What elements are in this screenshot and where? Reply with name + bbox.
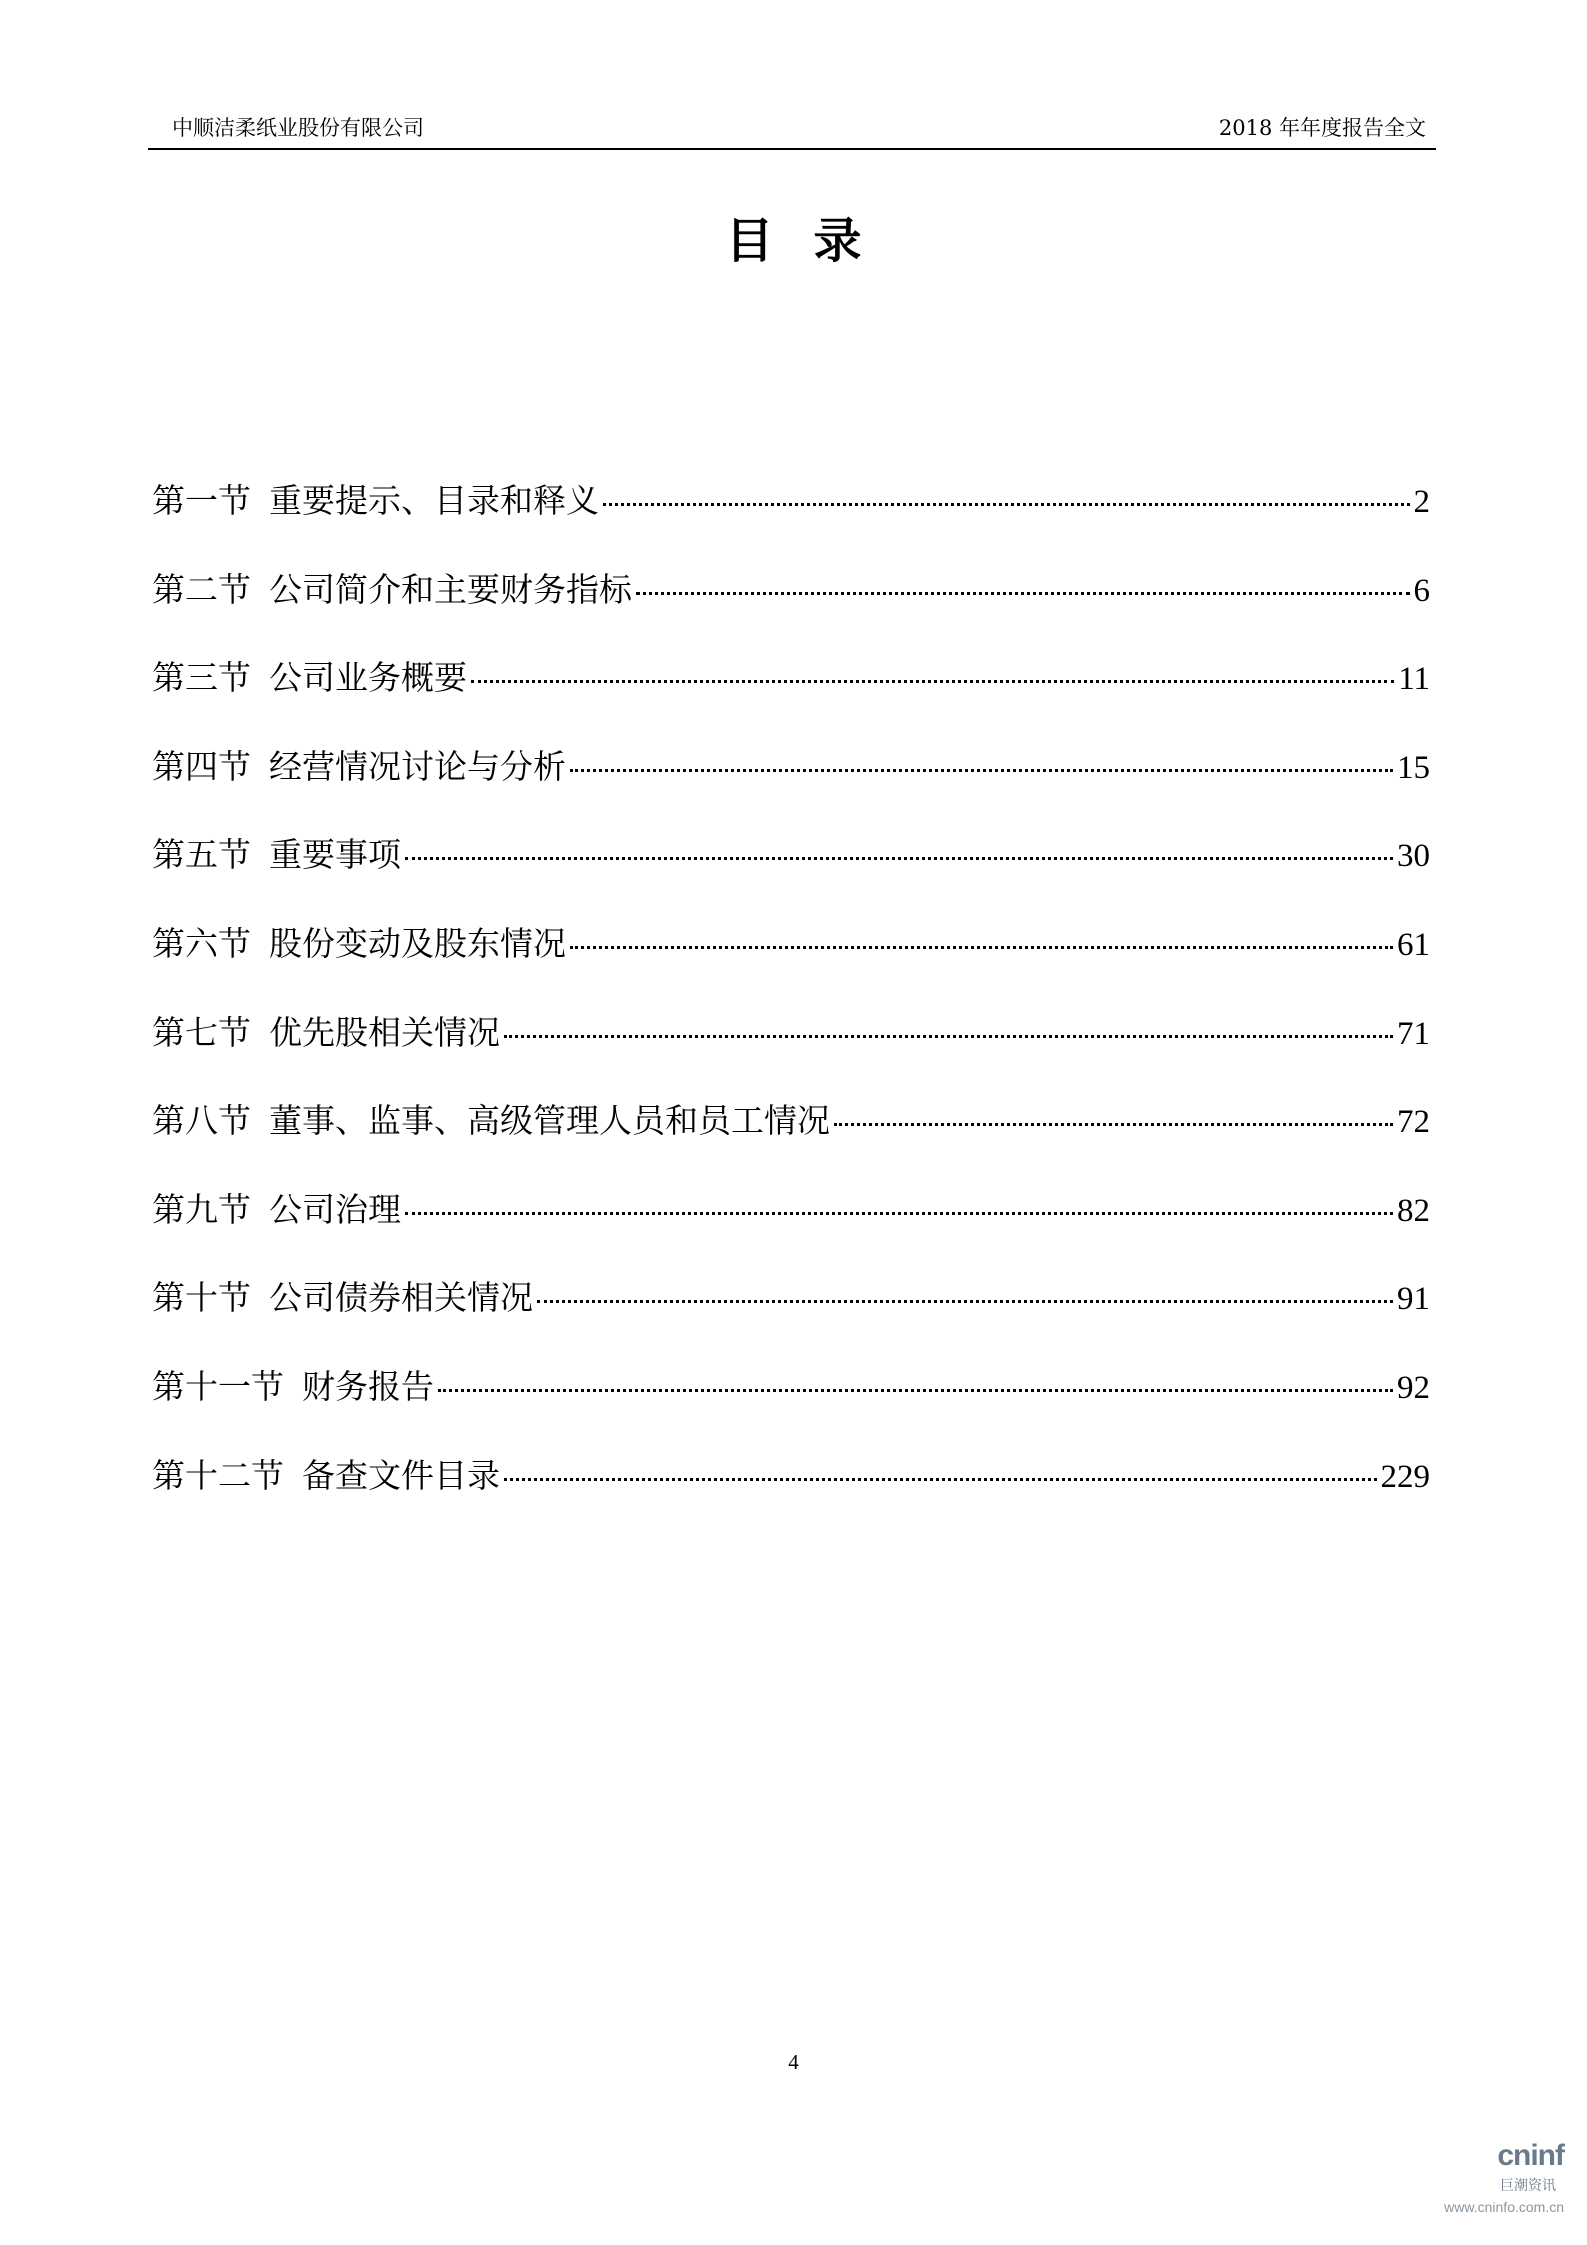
toc-dot-leader [570, 769, 1393, 772]
toc-entry[interactable] [152, 1184, 1430, 1273]
toc-section-heading: 重要提示、目录和释义 [269, 481, 599, 520]
toc-entry[interactable] [152, 918, 1430, 1007]
toc-section-heading: 公司治理 [269, 1189, 401, 1229]
toc-section-number: 第一节 [152, 481, 251, 520]
watermark-url: www.cninfo.com.cn [1444, 2199, 1564, 2215]
toc-dot-leader [471, 680, 1394, 683]
toc-section-heading: 重要事项 [269, 835, 401, 875]
toc-entry[interactable] [152, 1095, 1430, 1184]
toc-section-number: 第七节 [152, 1012, 251, 1052]
toc-dot-leader [603, 503, 1410, 506]
toc-section-number: 第四节 [152, 746, 251, 786]
toc-page-number: 30 [1397, 838, 1430, 875]
toc-dot-leader [504, 1478, 1377, 1481]
toc-dot-leader [405, 857, 1393, 860]
toc-section-number: 第十一节 [152, 1366, 284, 1406]
watermark-chinese-name: 巨潮资讯 [1500, 2178, 1556, 2194]
page-header [148, 108, 1436, 150]
toc-section-number: 第九节 [152, 1189, 251, 1229]
toc-dot-leader [537, 1300, 1393, 1303]
toc-section-number: 第五节 [152, 835, 251, 875]
toc-page-number: 2 [1413, 484, 1430, 520]
footer-page-number: 4 [788, 2050, 799, 2074]
toc-entry[interactable] [152, 1007, 1430, 1096]
toc-dot-leader [438, 1389, 1393, 1392]
toc-page-number: 71 [1397, 1015, 1430, 1052]
toc-section-number: 第三节 [152, 658, 251, 698]
cninfo-watermark-logo [1434, 2139, 1564, 2229]
toc-entry[interactable] [152, 475, 1430, 564]
toc-page-number: 11 [1398, 661, 1430, 698]
toc-section-heading: 股份变动及股东情况 [269, 923, 566, 963]
toc-page-number: 91 [1397, 1281, 1430, 1318]
toc-section-heading: 公司债券相关情况 [269, 1278, 533, 1318]
toc-page-number: 15 [1397, 749, 1430, 786]
toc-section-number: 第八节 [152, 1101, 251, 1141]
toc-page-number: 6 [1413, 572, 1430, 609]
toc-page-number: 82 [1397, 1192, 1430, 1229]
toc-dot-leader [834, 1123, 1393, 1126]
toc-entry[interactable] [152, 1450, 1430, 1539]
toc-entry[interactable] [152, 1361, 1430, 1450]
toc-entry[interactable] [152, 652, 1430, 741]
toc-section-heading: 优先股相关情况 [269, 1012, 500, 1052]
toc-section-number: 第二节 [152, 569, 251, 609]
toc-section-number: 第六节 [152, 923, 251, 963]
toc-dot-leader [504, 1035, 1393, 1038]
toc-section-heading: 经营情况讨论与分析 [269, 746, 566, 786]
toc-page-number: 61 [1397, 926, 1430, 963]
table-of-contents [152, 475, 1430, 1538]
header-company-name: 中顺洁柔纸业股份有限公司 [172, 116, 424, 140]
toc-section-heading: 财务报告 [302, 1366, 434, 1406]
toc-title: 目录 [725, 213, 902, 269]
toc-entry[interactable] [152, 829, 1430, 918]
toc-entry[interactable] [152, 1272, 1430, 1361]
toc-dot-leader [570, 946, 1393, 949]
toc-entry[interactable] [152, 741, 1430, 830]
toc-section-heading: 公司业务概要 [269, 658, 467, 698]
toc-page-number: 229 [1380, 1458, 1430, 1495]
toc-dot-leader [405, 1212, 1393, 1215]
toc-page-number: 72 [1397, 1104, 1430, 1141]
toc-dot-leader [636, 592, 1410, 595]
toc-section-heading: 公司简介和主要财务指标 [269, 569, 632, 609]
header-report-title: 2018 年年度报告全文 [1218, 116, 1426, 140]
toc-section-number: 第十二节 [152, 1455, 284, 1495]
toc-page-number: 92 [1397, 1369, 1430, 1406]
toc-section-number: 第十节 [152, 1278, 251, 1318]
toc-section-heading: 董事、监事、高级管理人员和员工情况 [269, 1101, 830, 1141]
toc-entry[interactable] [152, 564, 1430, 653]
watermark-logo-text: cninf [1497, 2139, 1564, 2172]
toc-section-heading: 备查文件目录 [302, 1455, 500, 1495]
